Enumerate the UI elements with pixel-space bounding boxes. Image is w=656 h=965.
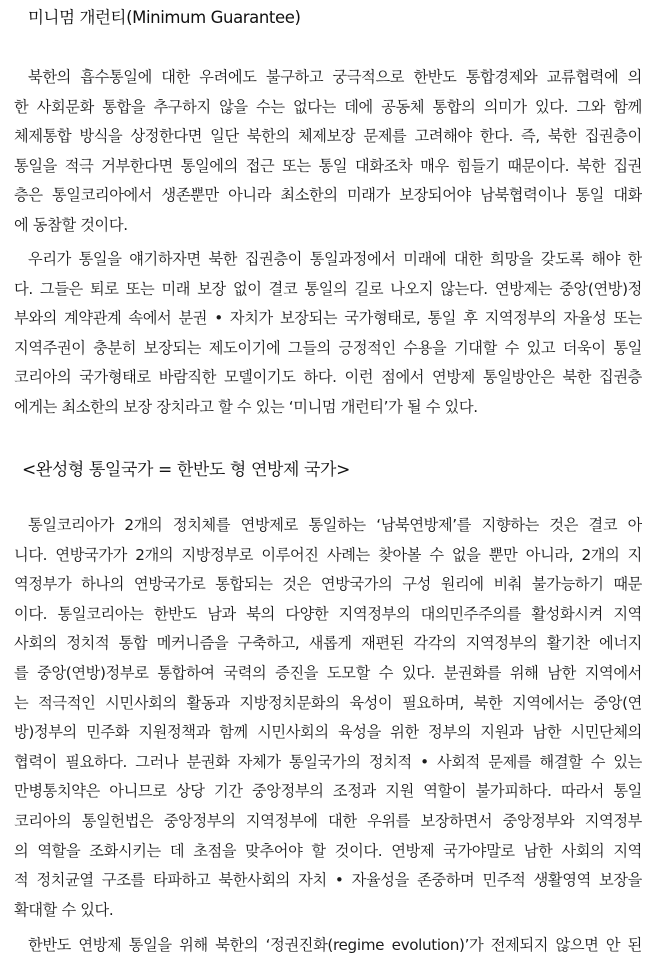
text-line: 는 적극적인 시민사회의 활동과 지방정치문화의 육성이 필요하며, 북한 지역에서는 중앙(연 bbox=[14, 693, 642, 712]
text-line: 만병통치약은 아니므로 상당 기간 중앙정부의 조정과 지원 역할이 불가피하다. 따라서 통일 bbox=[14, 782, 642, 801]
text-line: 를 중앙(연방)정부로 통합하여 국력의 증진을 도모할 수 있다. 분권화를 위해 남한 지역에서 bbox=[14, 663, 642, 682]
text-line: 적 정치균열 구조를 타파하고 북한사회의 자치 • 자율성을 존중하며 민주적 생활영역 보장을 bbox=[14, 871, 642, 890]
text-line: 사회의 정치적 통합 메커니즘을 구축하고, 새롭게 재편된 각각의 지역정부의 활기찬 에너지 bbox=[14, 634, 642, 653]
text-line: 방)정부의 민주화 지원정책과 함께 시민사회의 육성을 위한 정부의 지원과 남한 시민단체의 bbox=[14, 723, 642, 742]
text-line: 지역주권이 충분히 보장되는 제도이기에 그들의 긍정적인 수용을 기대할 수 있고 더욱이 통일 bbox=[14, 338, 642, 357]
section-title: 미니멈 개런티(Minimum Guarantee) bbox=[28, 8, 301, 27]
text-line: 부와의 계약관계 속에서 분권 • 자치가 보장되는 국가형태로, 통일 후 지역정부의 자율성 또는 bbox=[14, 309, 642, 328]
paragraph-4 bbox=[14, 931, 642, 961]
text-line: 협력이 필요하다. 그러나 분권화 자체가 통일국가의 정치적 • 사회적 문제를 해결할 수 있는 bbox=[14, 752, 642, 771]
text-line: 북한의 흡수통일에 대한 우려에도 불구하고 궁극적으로 한반도 통합경제와 교류협력에 의 bbox=[28, 68, 642, 86]
text-line: 한 사회문화 통합을 추구하지 않을 수는 없다는 데에 공동체 통합의 의미가 있다. 그와 함께 bbox=[14, 97, 642, 116]
text-line: 코리아의 국가형태로 바람직한 모델이기도 하다. 이런 점에서 연방제 통일방안은 북한 집권층 bbox=[14, 368, 642, 387]
paragraph-2 bbox=[14, 245, 642, 423]
subsection-heading: <완성형 통일국가 = 한반도 형 연방제 국가> bbox=[22, 460, 350, 480]
text-line: 에게는 최소한의 보장 장치라고 할 수 있는 ‘미니멈 개런티’가 될 수 있다. bbox=[14, 397, 478, 416]
text-line: 통일을 적극 거부한다면 통일에의 접근 또는 통일 대화조차 매우 힘들기 때문이다. 북한 집권 bbox=[14, 156, 642, 175]
paragraph-1 bbox=[14, 63, 642, 241]
text-line: 다. 그들은 퇴로 또는 미래 보장 없이 결코 통일의 길로 나오지 않는다. 연방제는 중앙(연방)정 bbox=[14, 279, 642, 298]
text-line: 체제통합 방식을 상정한다면 일단 북한의 체제보장 문제를 고려해야 한다. 즉, 북한 집권층이 bbox=[14, 127, 642, 146]
text-line: 의 역할을 조화시키는 데 초점을 맞추어야 할 것이다. 연방제 국가야말로 남한 사회의 지역 bbox=[14, 841, 642, 860]
text-line: 니다. 연방국가가 2개의 지방정부로 이루어진 사례는 찾아볼 수 없을 뿐만 아니라, 2개의 지 bbox=[14, 545, 642, 564]
text-line: 확대할 수 있다. bbox=[14, 900, 114, 919]
text-line: 우리가 통일을 얘기하자면 북한 집권층이 통일과정에서 미래에 대한 희망을 갖도록 해야 한 bbox=[28, 250, 642, 268]
text-line: 에 동참할 것이다. bbox=[14, 215, 128, 234]
text-line: 층은 통일코리아에서 생존뿐만 아니라 최소한의 미래가 보장되어야 남북협력이나 통일 대화 bbox=[14, 186, 642, 205]
text-line: 이다. 통일코리아는 한반도 남과 북의 다양한 지역정부의 대의민주주의를 활성화시켜 지역 bbox=[14, 604, 642, 623]
text-line: 한반도 연방제 통일을 위해 북한의 ‘정권진화(regime evolution)’가 전제되지 않으면 안 된 bbox=[28, 936, 642, 954]
text-line: 코리아의 통일헌법은 중앙정부의 지역정부에 대한 우위를 보장하면서 중앙정부와 지역정부 bbox=[14, 811, 642, 830]
text-line: 통일코리아가 2개의 정치체를 연방제로 통일하는 ‘남북연방제’를 지향하는 것은 결코 아 bbox=[28, 516, 642, 534]
paragraph-3 bbox=[14, 511, 642, 925]
text-line: 역정부가 하나의 연방국가로 통합되는 것은 연방국가의 구성 원리에 비춰 불가능하기 때문 bbox=[14, 575, 642, 594]
